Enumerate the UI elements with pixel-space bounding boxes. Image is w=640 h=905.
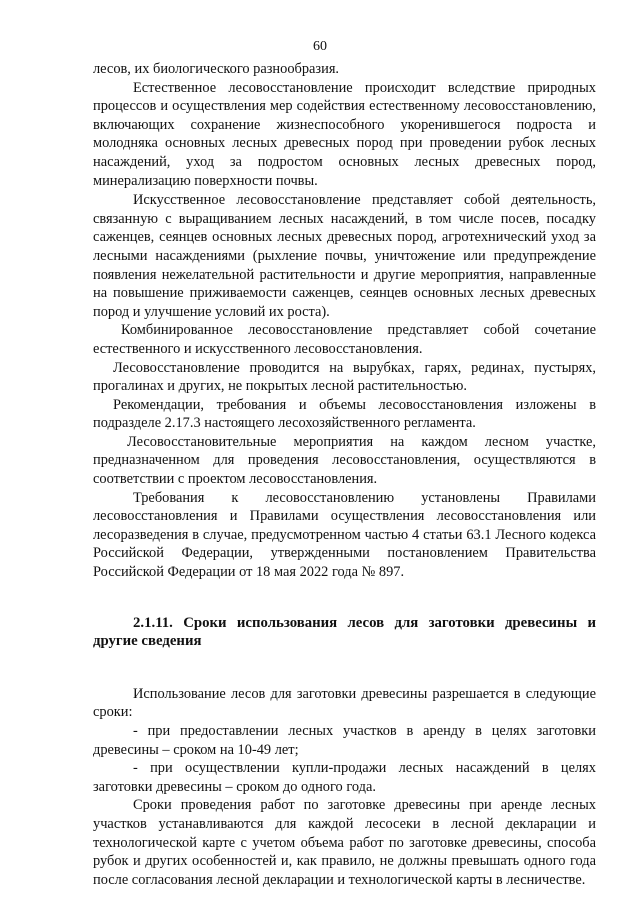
paragraph-combined-reforestation: Комбинированное лесовосстановление представляет собой сочетание естественного и искусственного лесовосстановления. xyxy=(93,322,596,357)
section-heading: 2.1.11. Сроки использования лесов для заготовки древесины и другие сведения xyxy=(93,614,596,650)
paragraph-recommendations: Рекомендации, требования и объемы лесовосстановления изложены в подразделе 2.17.3 настоящего лесохозяйственного регламента. xyxy=(93,396,596,432)
paragraph-reforestation-sites: Лесовосстановление проводится на вырубках, гарях, рединах, пустырях, прогалинах и других, не покрытых лесной растительностью. xyxy=(93,359,596,395)
list-item-lease: - при предоставлении лесных участков в аренду в целях заготовки древесины – сроком на 10-49 лет; xyxy=(93,723,596,758)
paragraph-harvest-deadlines: Сроки проведения работ по заготовке древесины при аренде лесных участков устанавливаются для каждой лесосеки в лесной декларации и технологической карте с учетом объема работ по заготовке древесины, способа рубок и других особенностей и, как правило, не должны превышать одного года после согласования лесной декларации и технологической карты в лесничестве. xyxy=(93,797,596,888)
paragraph-natural-reforestation: Естественное лесовосстановление происходит вследствие природных процессов и осуществления мер содействия естественному лесовосстановлению, включающих сохранение жизнеспособного укоренившегося подроста и молодняка основных лесных древесных пород при проведении рубок лесных насаждений, уход за подростом основных лесных древесных пород, минерализацию поверхности почвы. xyxy=(93,79,596,189)
paragraph-continuation: лесов, их биологического разнообразия. xyxy=(93,61,340,77)
list-item-sale: - при осуществлении купли-продажи лесных насаждений в целях заготовки древесины – сроком до одного года. xyxy=(93,760,596,795)
page-body xyxy=(93,60,596,889)
paragraph-requirements: Требования к лесовосстановлению установлены Правилами лесовосстановления и Правилами осуществления лесовосстановления или лесоразведения в случае, предусмотренном частью 4 статьи 63.1 Лесного кодекса Российской Федерации, утвержденными постановлением Правительства Российской Федерации от 18 мая 2022 года № 897. xyxy=(93,489,596,581)
paragraph-artificial-reforestation: Искусственное лесовосстановление представляет собой деятельность, связанную с выращиванием лесных насаждений, в том числе посев, посадку саженцев, сеянцев основных лесных древесных пород, агротехнический уход за лесными насаждениями (рыхление почвы, уничтожение или предупреждение появления нежелательной растительности и другие мероприятия, направленные на повышение приживаемости саженцев, сеянцев основных лесных древесных пород и улучшение условий их роста). xyxy=(93,192,596,320)
page-number: 60 xyxy=(313,39,327,54)
paragraph-usage-terms: Использование лесов для заготовки древесины разрешается в следующие сроки: xyxy=(93,685,596,721)
paragraph-reforestation-measures: Лесовосстановительные мероприятия на каждом лесном участке, предназначенном для проведения лесовосстановления, осуществляются в соответствии с проектом лесовосстановления. xyxy=(93,433,596,488)
